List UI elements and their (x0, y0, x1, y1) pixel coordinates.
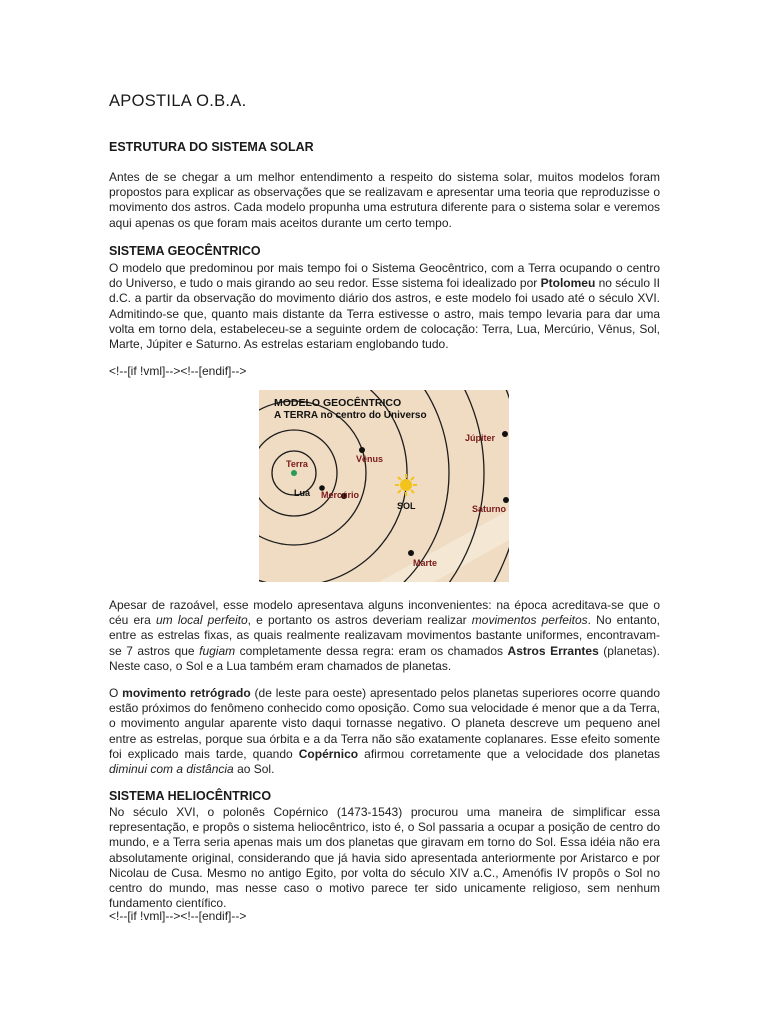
label-mercurio: Mercúrio (321, 490, 360, 500)
emphasis: um local perfeito (156, 613, 248, 628)
intro-paragraph: Antes de se chegar a um melhor entendimento a respeito do sistema solar, muitos modelos foram propostos para explicar as observações que se realizavam e apresentar uma teoria que reproduzisse o movimento dos astros. Cada modelo propunha uma estrutura diferente para o sistema solar e veremos aqui apenas os que foram mais aceitos durante um certo tempo. (109, 170, 660, 230)
label-venus: Vênus (356, 454, 384, 464)
geocentric-paragraph-3 (109, 686, 660, 777)
copernico-name: Copérnico (298, 746, 359, 761)
jupiter-marker (502, 431, 508, 437)
geocentric-paragraph-1 (109, 261, 660, 352)
sun-disc (400, 479, 412, 491)
label-jupiter: Júpiter (465, 433, 496, 443)
earth-marker (291, 470, 297, 476)
label-sol: SOL (397, 501, 416, 511)
text-run: afirmou corretamente que a velocidade dos planetas (358, 746, 661, 761)
heliocentric-heading: SISTEMA HELIOCÊNTRICO (109, 789, 272, 803)
text-run: . No entanto, entre as estrelas fixas, as quais realmente realizavam movimentos bastante uniformes, encontravam-se 7 astros que (109, 613, 661, 658)
ptolomeu-name: Ptolomeu (540, 276, 596, 291)
text-run: ao Sol. (233, 762, 275, 777)
text-run: Apesar de razoável, esse modelo apresentava alguns inconvenientes: na época acreditava-se que o céu era (109, 598, 660, 628)
text-run: O (109, 686, 123, 700)
document-title: APOSTILA O.B.A. (109, 92, 247, 110)
venus-marker (359, 447, 365, 453)
text-run: (de leste para oeste) apresentado pelos planetas superiores ocorre quando estão próximos do fenômeno conhecido como oposição. Como sua velocidade é menor que a da Terra, o movimento angular aparente visto daqui tornasse negativo. O planeta descreve um pequeno anel entre as estrelas, porque sua órbita e a da Terra não são exatamente coplanares. Esse efeito somente foi explicado mais tarde, quando (109, 686, 661, 761)
geocentric-diagram (259, 390, 509, 582)
figure-title-line2: A TERRA no centro do Universo (274, 410, 427, 421)
saturno-marker (503, 497, 509, 503)
label-saturno: Saturno (472, 504, 507, 514)
sun-icon (395, 474, 417, 496)
astros-errantes-term: Astros Errantes (507, 643, 599, 658)
emphasis: fugiam (199, 643, 236, 658)
text-run: no século II d.C. a partir da observação do movimento diário dos astros, e este modelo foi usado até o século XVI. Admitindo-se que, quanto mais distante da Terra estivesse o astro, mais tempo levaria para dar uma volta em torno dela, estabeleceu-se a seguinte ordem de colocação: Terra, Lua, Mercúrio, Vênus, Sol, Marte, Júpiter e Saturno. As estrelas estariam englobando tudo. (109, 276, 660, 352)
text-run: completamente dessa regra: eram os chamados (235, 643, 508, 658)
conditional-comment-1: <!--[if !vml]--><!--[endif]--> (109, 364, 247, 378)
text-run: O modelo que predominou por mais tempo foi o Sistema Geocêntrico, com a Terra ocupando o centro do Universo, e tudo o mais girando ao seu redor. Esse sistema foi idealizado por (109, 261, 660, 291)
figure-title-line1: MODELO GEOCÊNTRICO (274, 397, 402, 409)
geocentric-heading: SISTEMA GEOCÊNTRICO (109, 244, 261, 258)
text-run: (planetas). Neste caso, o Sol e a Lua também eram chamados de planetas. (109, 643, 660, 673)
label-lua: Lua (294, 488, 311, 498)
section-title: ESTRUTURA DO SISTEMA SOLAR (109, 140, 314, 154)
text-run: , e portanto os astros deveriam realizar (247, 613, 472, 628)
geocentric-paragraph-2 (109, 598, 660, 674)
conditional-comment-2: <!--[if !vml]--><!--[endif]--> (109, 909, 247, 923)
retrograde-term: movimento retrógrado (122, 686, 251, 700)
geocentric-model-figure (259, 390, 509, 582)
emphasis: movimentos perfeitos (471, 613, 588, 628)
marte-marker (408, 550, 414, 556)
label-marte: Marte (413, 558, 438, 568)
label-terra: Terra (286, 459, 308, 469)
emphasis: diminui com a distância (109, 762, 234, 777)
heliocentric-paragraph-1: No século XVI, o polonês Copérnico (1473-1543) procurou uma maneira de simplificar essa representação, e propôs o sistema heliocêntrico, isto é, o Sol passaria a ocupar a posição de centro do mundo, e a Terra seria apenas mais um dos planetas que giravam em torno do Sol. Essa idéia não era absolutamente original, considerando que já havia sido apresentada anteriormente por Aristarco e por Nicolau de Cusa. Mesmo no antigo Egito, por volta do século XIV a.C., Amenófis IV propôs o Sol no centro do mundo, mas nesse caso o motivo parece ter sido unicamente religioso, sem nenhum fundamento científico. (109, 805, 660, 911)
